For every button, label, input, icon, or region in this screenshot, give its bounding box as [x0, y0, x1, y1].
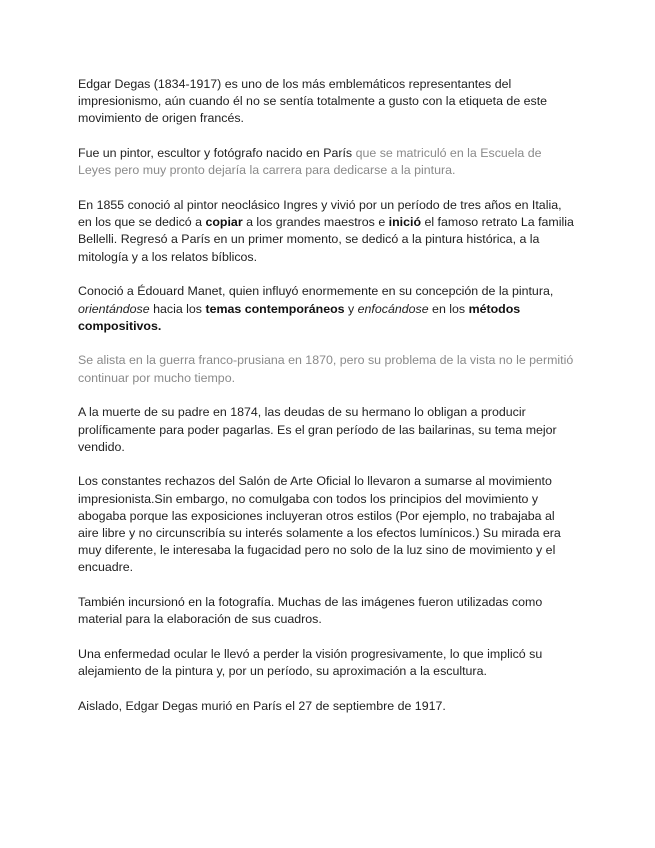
early-life-text: Fue un pintor, escultor y fotógrafo nacido en París: [78, 146, 356, 161]
paragraph-manet: [78, 283, 578, 335]
manet-bold-metodos: métodos compositivos.: [78, 301, 521, 333]
italy-bold-inicio: inició: [388, 215, 422, 230]
paragraph-photography: También incursionó en la fotografía. Muchas de las imágenes fueron utilizadas como material para la elaboración de sus cuadros.: [78, 595, 543, 627]
italy-text-3: el famoso retrato La familia Bellelli. Regresó a París en un primer momento, se dedicó a la pintura histórica, a la mitología y a los relatos bíblicos.: [78, 215, 574, 264]
manet-italic-orientandose: orientándose: [78, 301, 150, 316]
paragraph-salon: Los constantes rechazos del Salón de Arte Oficial lo llevaron a sumarse al movimiento impresionista.Sin embargo, no comulgaba con todos los principios del movimiento y abogaba porque las exposiciones incluyeran otros estilos (Por ejemplo, no trabajaba al aire libre y no circunscribía su interés solamente a los efectos lumínicos.) Su mirada era muy diferente, le interesaba la fugacidad pero no solo de la luz sino de movimiento y el encuadre.: [78, 474, 561, 575]
manet-text-3: y: [344, 301, 358, 316]
early-life-muted-text: que se matriculó en la Escuela de Leyes pero muy pronto dejaría la carrera para dedicarse a la pintura.: [78, 146, 542, 178]
italy-text-2: a los grandes maestros e: [242, 215, 389, 230]
manet-bold-temas: temas contemporáneos: [205, 301, 345, 316]
manet-italic-enfocandose: enfocándose: [357, 301, 429, 316]
paragraph-intro: Edgar Degas (1834-1917) es uno de los más emblemáticos representantes del impresionismo, aún cuando él no se sentía totalmente a gusto con la etiqueta de este movimiento de origen francés.: [78, 77, 548, 126]
manet-text-1: Conoció a Édouard Manet, quien influyó enormemente en su concepción de la pintura,: [78, 284, 554, 299]
paragraph-war: Se alista en la guerra franco-prusiana en 1870, pero su problema de la vista no le permitió continuar por mucho tiempo.: [78, 353, 574, 385]
paragraph-early-life: [78, 145, 578, 179]
paragraph-italy: [78, 197, 578, 266]
manet-text-2: hacia los: [149, 301, 206, 316]
document-body: [78, 76, 578, 733]
manet-text-4: en los: [428, 301, 469, 316]
italy-text-1: En 1855 conoció al pintor neoclásico Ingres y vivió por un período de tres años en Italia, en los que se dedicó a: [78, 198, 562, 230]
italy-bold-copiar: copiar: [205, 215, 243, 230]
paragraph-illness: Una enfermedad ocular le llevó a perder la visión progresivamente, lo que implicó su alejamiento de la pintura y, por un período, su aproximación a la escultura.: [78, 647, 543, 679]
paragraph-death: Aislado, Edgar Degas murió en París el 27 de septiembre de 1917.: [78, 698, 446, 713]
paragraph-father-death: A la muerte de su padre en 1874, las deudas de su hermano lo obligan a producir prolíficamente para poder pagarlas. Es el gran período de las bailarinas, su tema mejor vendido.: [78, 405, 557, 454]
